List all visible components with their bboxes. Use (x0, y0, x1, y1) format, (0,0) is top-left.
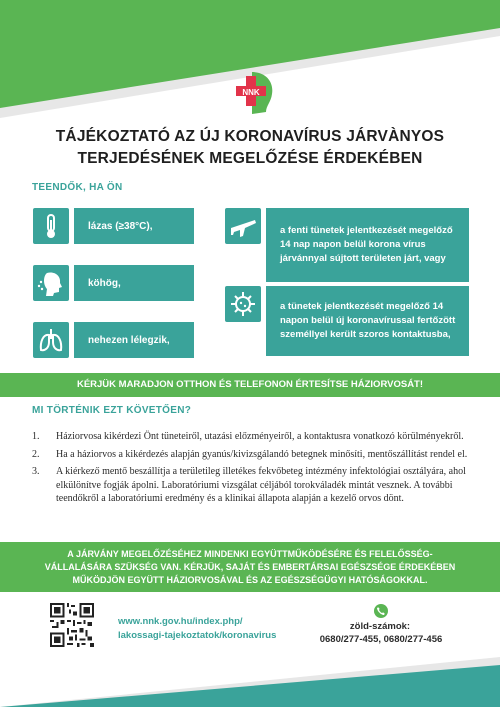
step-number: 2. (32, 448, 40, 460)
logo-text: NNK (242, 88, 260, 97)
condition-travel (266, 208, 469, 282)
step-text: Háziorvosa kikérdezi Önt tüneteiről, utazási előzményeiről, a kontaktusra vonatkozó körülményekről. (56, 431, 464, 442)
condition-contact (266, 286, 469, 356)
cooperation-line-1: A JÁRVÁNY MEGELŐZÉSÉHEZ MINDENKI EGYÜTTMŰKÖDÉSÉRE ÉS FELELŐSSÉG- (67, 549, 433, 559)
step-text: A kiérkező mentő beszállítja a területileg illetékes fekvőbeteg intézmény infektológiai osztályára, ahol elkülönítve fogják ápolni. Laboratóriumi vizsgálat céljából torokváladék mintát vesznek. A további teendőkről a laboratóriumi eredmény és a klinikai állapota alapján a kezelő orvos dönt. (56, 466, 466, 504)
step-number: 3. (32, 466, 40, 477)
symptom-fever-label: lázas (≥38°C), (88, 220, 153, 232)
lungs-icon (33, 322, 69, 358)
cooperation-line-2: VÁLLALÁSÁRA SZÜKSÉG VAN. KÉRJÜK, SAJÁT ÉS EMBERTÁRSAI EGÉSZSÉGE ÉRDEKÉBEN (44, 562, 456, 572)
symptom-breathing-label: nehezen lélegzik, (88, 334, 170, 346)
condition-contact-label: a tünetek jelentkezését megelőző 14 napon belül új koronavírussal fertőzött személlyel került szoros kontaktusba, (280, 301, 456, 340)
nnk-logo (222, 70, 278, 118)
virus-icon (225, 286, 261, 322)
airplane-icon (225, 208, 261, 244)
cooperation-banner (0, 542, 500, 592)
cooperation-line-3: MŰKÖDJÖN EGYÜTT HÁZIORVOSÁVAL ÉS AZ EGÉSZSÉGÜGYI HATÓSÁGOKKAL. (72, 575, 428, 585)
list-item (32, 448, 472, 462)
phone-label: zöld-számok: (349, 621, 411, 632)
page-title (20, 126, 480, 170)
symptom-cough-label: köhög, (88, 277, 121, 289)
step-text: Ha a háziorvos a kikérdezés alapján gyanús/kivizsgálandó betegnek minősíti, mentőszállítást rendel el. (56, 448, 468, 460)
stay-home-text: KÉRJÜK MARADJON OTTHON ÉS TELEFONON ÉRTESÍTSE HÁZIORVOSÁT! (76, 379, 424, 390)
cough-head-icon (33, 265, 69, 301)
phone-numbers[interactable]: 0680/277-455, 0680/277-456 (319, 634, 443, 645)
steps-list (32, 430, 472, 510)
symptom-breathing (74, 322, 194, 358)
website-url-line-1[interactable]: www.nnk.gov.hu/index.php/ (118, 616, 243, 627)
phone-icon (374, 604, 388, 618)
condition-travel-label: a fenti tünetek jelentkezését megelőző 14 nap napon belül korona vírus járvánnyal sújtott területen járt, vagy (280, 225, 453, 264)
website-url-line-2[interactable]: lakossagi-tajekoztatok/koronavirus (118, 630, 277, 641)
symptom-cough (74, 265, 194, 301)
next-heading: MI TÖRTÉNIK EZT KÖVETŐEN? (32, 405, 192, 416)
title-line-1: TÁJÉKOZTATÓ AZ ÚJ KORONAVÍRUS JÁRVÀNYOS (55, 128, 445, 145)
list-item (32, 430, 472, 444)
list-item (32, 465, 472, 506)
bottom-corner-decoration (0, 637, 500, 707)
title-line-2: TERJEDÉSÉNEK MEGELŐZÉSE ÉRDEKÉBEN (77, 150, 423, 167)
symptom-fever (74, 208, 194, 244)
thermometer-icon (33, 208, 69, 244)
stay-home-banner (0, 373, 500, 397)
step-number: 1. (32, 431, 40, 442)
todo-heading: TEENDŐK, HA ÖN (32, 182, 123, 193)
